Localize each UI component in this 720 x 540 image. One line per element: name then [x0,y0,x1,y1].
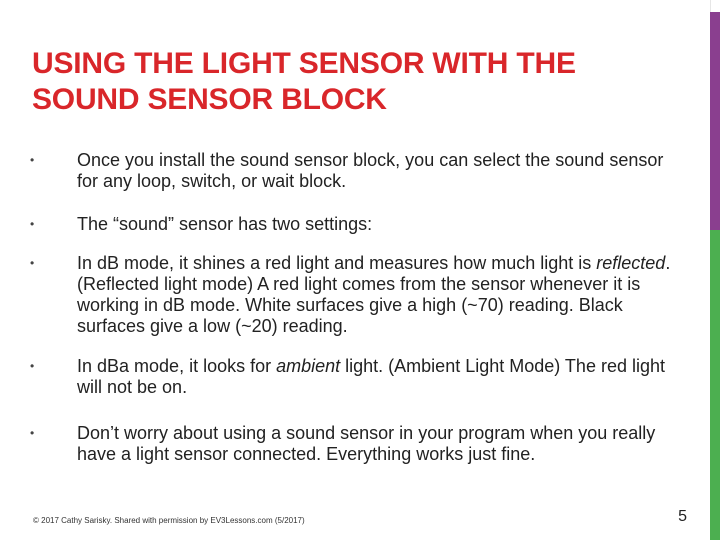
bullet-item-two-settings [30,214,680,235]
bullet-glyph: • [30,217,35,231]
bullet-text [77,356,680,398]
bullet-list [30,150,680,465]
bullet-glyph: • [30,359,35,373]
bullet-text-part: . (Reflected light mode) A red light comes from the sensor whenever it is working in dB mode. White surfaces give a high (~70) reading. Black surfaces give a low (~20) reading. [77,253,671,336]
right-accent-bar [710,0,720,540]
bullet-text-part: light. (Ambient Light Mode) The red light will not be on. [77,356,665,397]
accent-bar-green-segment [710,230,720,540]
bullet-glyph: • [30,426,35,440]
bullet-glyph: • [30,153,35,167]
copyright-footer: © 2017 Cathy Sarisky. Shared with permission by EV3Lessons.com (5/2017) [33,516,305,525]
slide-title-line-2: SOUND SENSOR BLOCK [32,83,387,116]
bullet-item-db-mode [30,253,680,337]
bullet-text: The “sound” sensor has two settings: [77,214,373,234]
bullet-text: Once you install the sound sensor block, you can select the sound sensor for any loop, switch, or wait block. [77,150,664,191]
slide-title [32,46,682,118]
accent-bar-top-segment [710,0,720,12]
bullet-emphasis: reflected [596,253,666,273]
page-number: 5 [678,508,687,525]
accent-bar-purple-segment [710,12,720,230]
bullet-text-part: In dBa mode, it looks for [77,356,277,376]
bullet-item-dba-mode [30,356,680,398]
bullet-emphasis: ambient [276,356,341,376]
slide-title-line-1: USING THE LIGHT SENSOR WITH THE [32,47,576,80]
bullet-text [77,253,680,337]
bullet-glyph: • [30,256,35,270]
bullet-text-part: In dB mode, it shines a red light and measures how much light is [77,253,597,273]
bullet-text: Don’t worry about using a sound sensor in your program when you really have a light sensor connected. Everything works just fine. [77,423,656,464]
bullet-item-dont-worry [30,423,680,465]
bullet-item-install [30,150,680,192]
